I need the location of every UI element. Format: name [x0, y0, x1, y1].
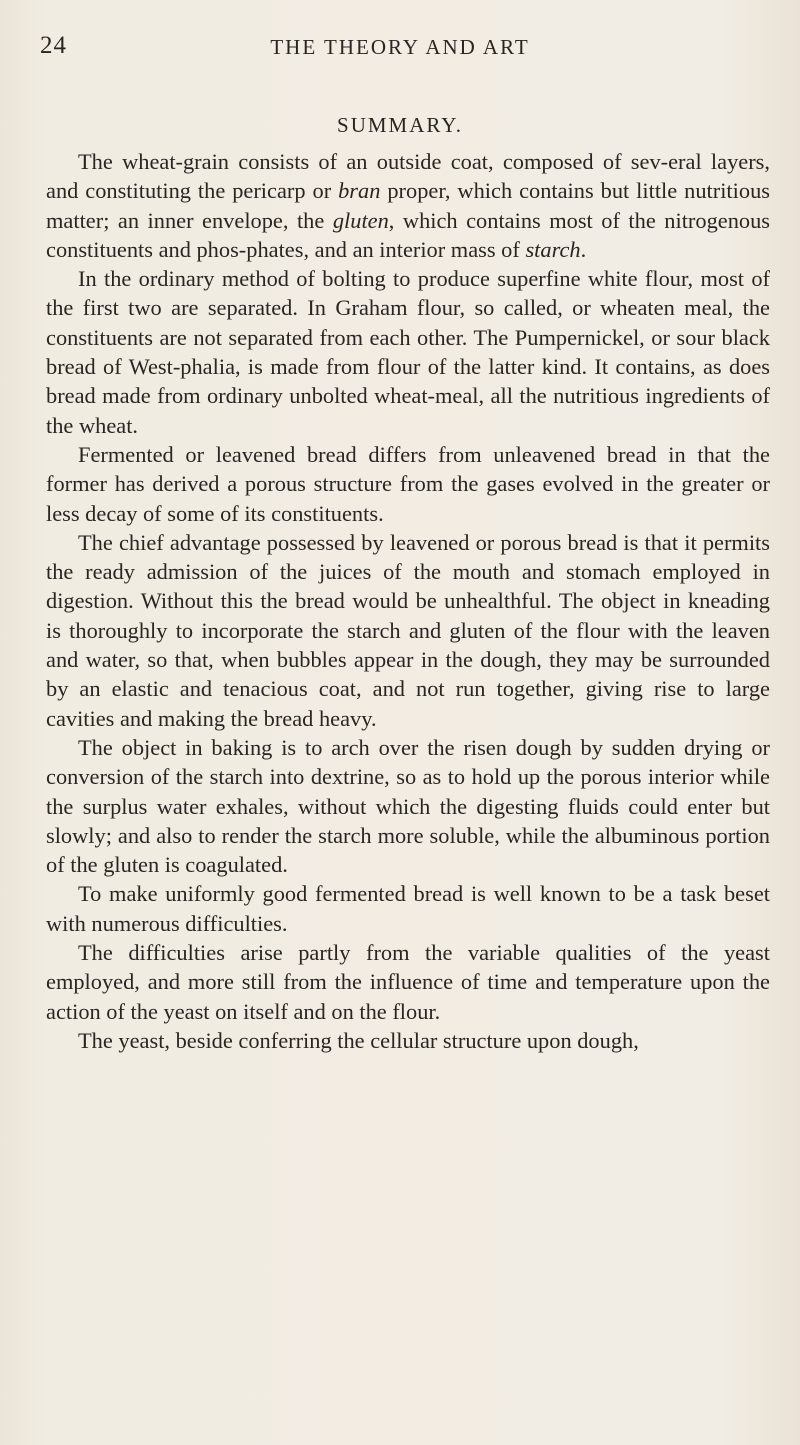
- text-run: In the ordinary method of bolting to produce superfine white flour, most of the first two are separated. In Graham flour, so called, or wheaten meal, the constituents are not separated from each other. The Pumpernickel, or sour black bread of West-phalia, is made from flour of the latter kind. It contains, as does bread made from ordinary unbolted wheat-meal, all the nutritious ingredients of the wheat.: [46, 266, 770, 438]
- section-heading: SUMMARY.: [337, 113, 463, 137]
- text-run: The object in baking is to arch over the risen dough by sudden drying or conversion of the starch into dextrine, so as to hold up the porous interior while the surplus water exhales, without which the digesting fluids could enter but slowly; and also to render the starch more soluble, while the albuminous portion of the gluten is coagulated.: [46, 734, 770, 878]
- text-run: , which contains most of the nitrogenous constituents and phos-phates, and an interior mass of: [46, 207, 771, 262]
- text-run: The difficulties arise partly from the variable qualities of the yeast employed, and more still from the influence of time and temperature upon the action of the yeast on itself and on the flour.: [46, 940, 770, 1024]
- paragraph: [46, 879, 770, 938]
- text-run: The yeast, beside conferring the cellular structure upon dough,: [78, 1027, 639, 1053]
- text-run: proper, which contains but little nutritious matter; an inner envelope, the: [46, 178, 770, 233]
- text-run: The chief advantage possessed by leavened or porous bread is that it permits the ready admission of the juices of the mouth and stomach employed in digestion. Without this the bread would be unhealthful. The object in kneading is thoroughly to incorporate the starch and gluten of the flour with the leaven and water, so that, when bubbles appear in the dough, they may be surrounded by an elastic and tenacious coat, and not run together, giving rise to large cavities and making the bread heavy.: [46, 529, 770, 731]
- paragraph: [46, 528, 770, 733]
- italic-term: bran: [338, 178, 381, 204]
- paragraph: [46, 938, 770, 1026]
- body-text: [46, 147, 770, 1055]
- text-run: Fermented or leavened bread differs from unleavened bread in that the former has derived a porous structure from the gases evolved in the greater or less decay of some of its constituents.: [46, 441, 770, 526]
- paragraph: [46, 147, 770, 264]
- page-number: 24: [40, 32, 67, 59]
- text-run: The wheat-grain consists of an outside coat, composed of sev-eral layers, and constituting the pericarp or: [46, 149, 770, 204]
- paragraph: [46, 264, 770, 440]
- italic-term: gluten: [332, 207, 389, 233]
- running-title: THE THEORY AND ART: [270, 35, 530, 59]
- paragraph: [46, 733, 770, 879]
- paragraph: [46, 1026, 770, 1055]
- italic-term: starch: [525, 236, 581, 262]
- text-run: .: [580, 236, 587, 262]
- text-run: To make uniformly good fermented bread is well known to be a task beset with numerous difficulties.: [46, 881, 770, 936]
- paragraph: [46, 440, 770, 528]
- running-head: [40, 32, 760, 68]
